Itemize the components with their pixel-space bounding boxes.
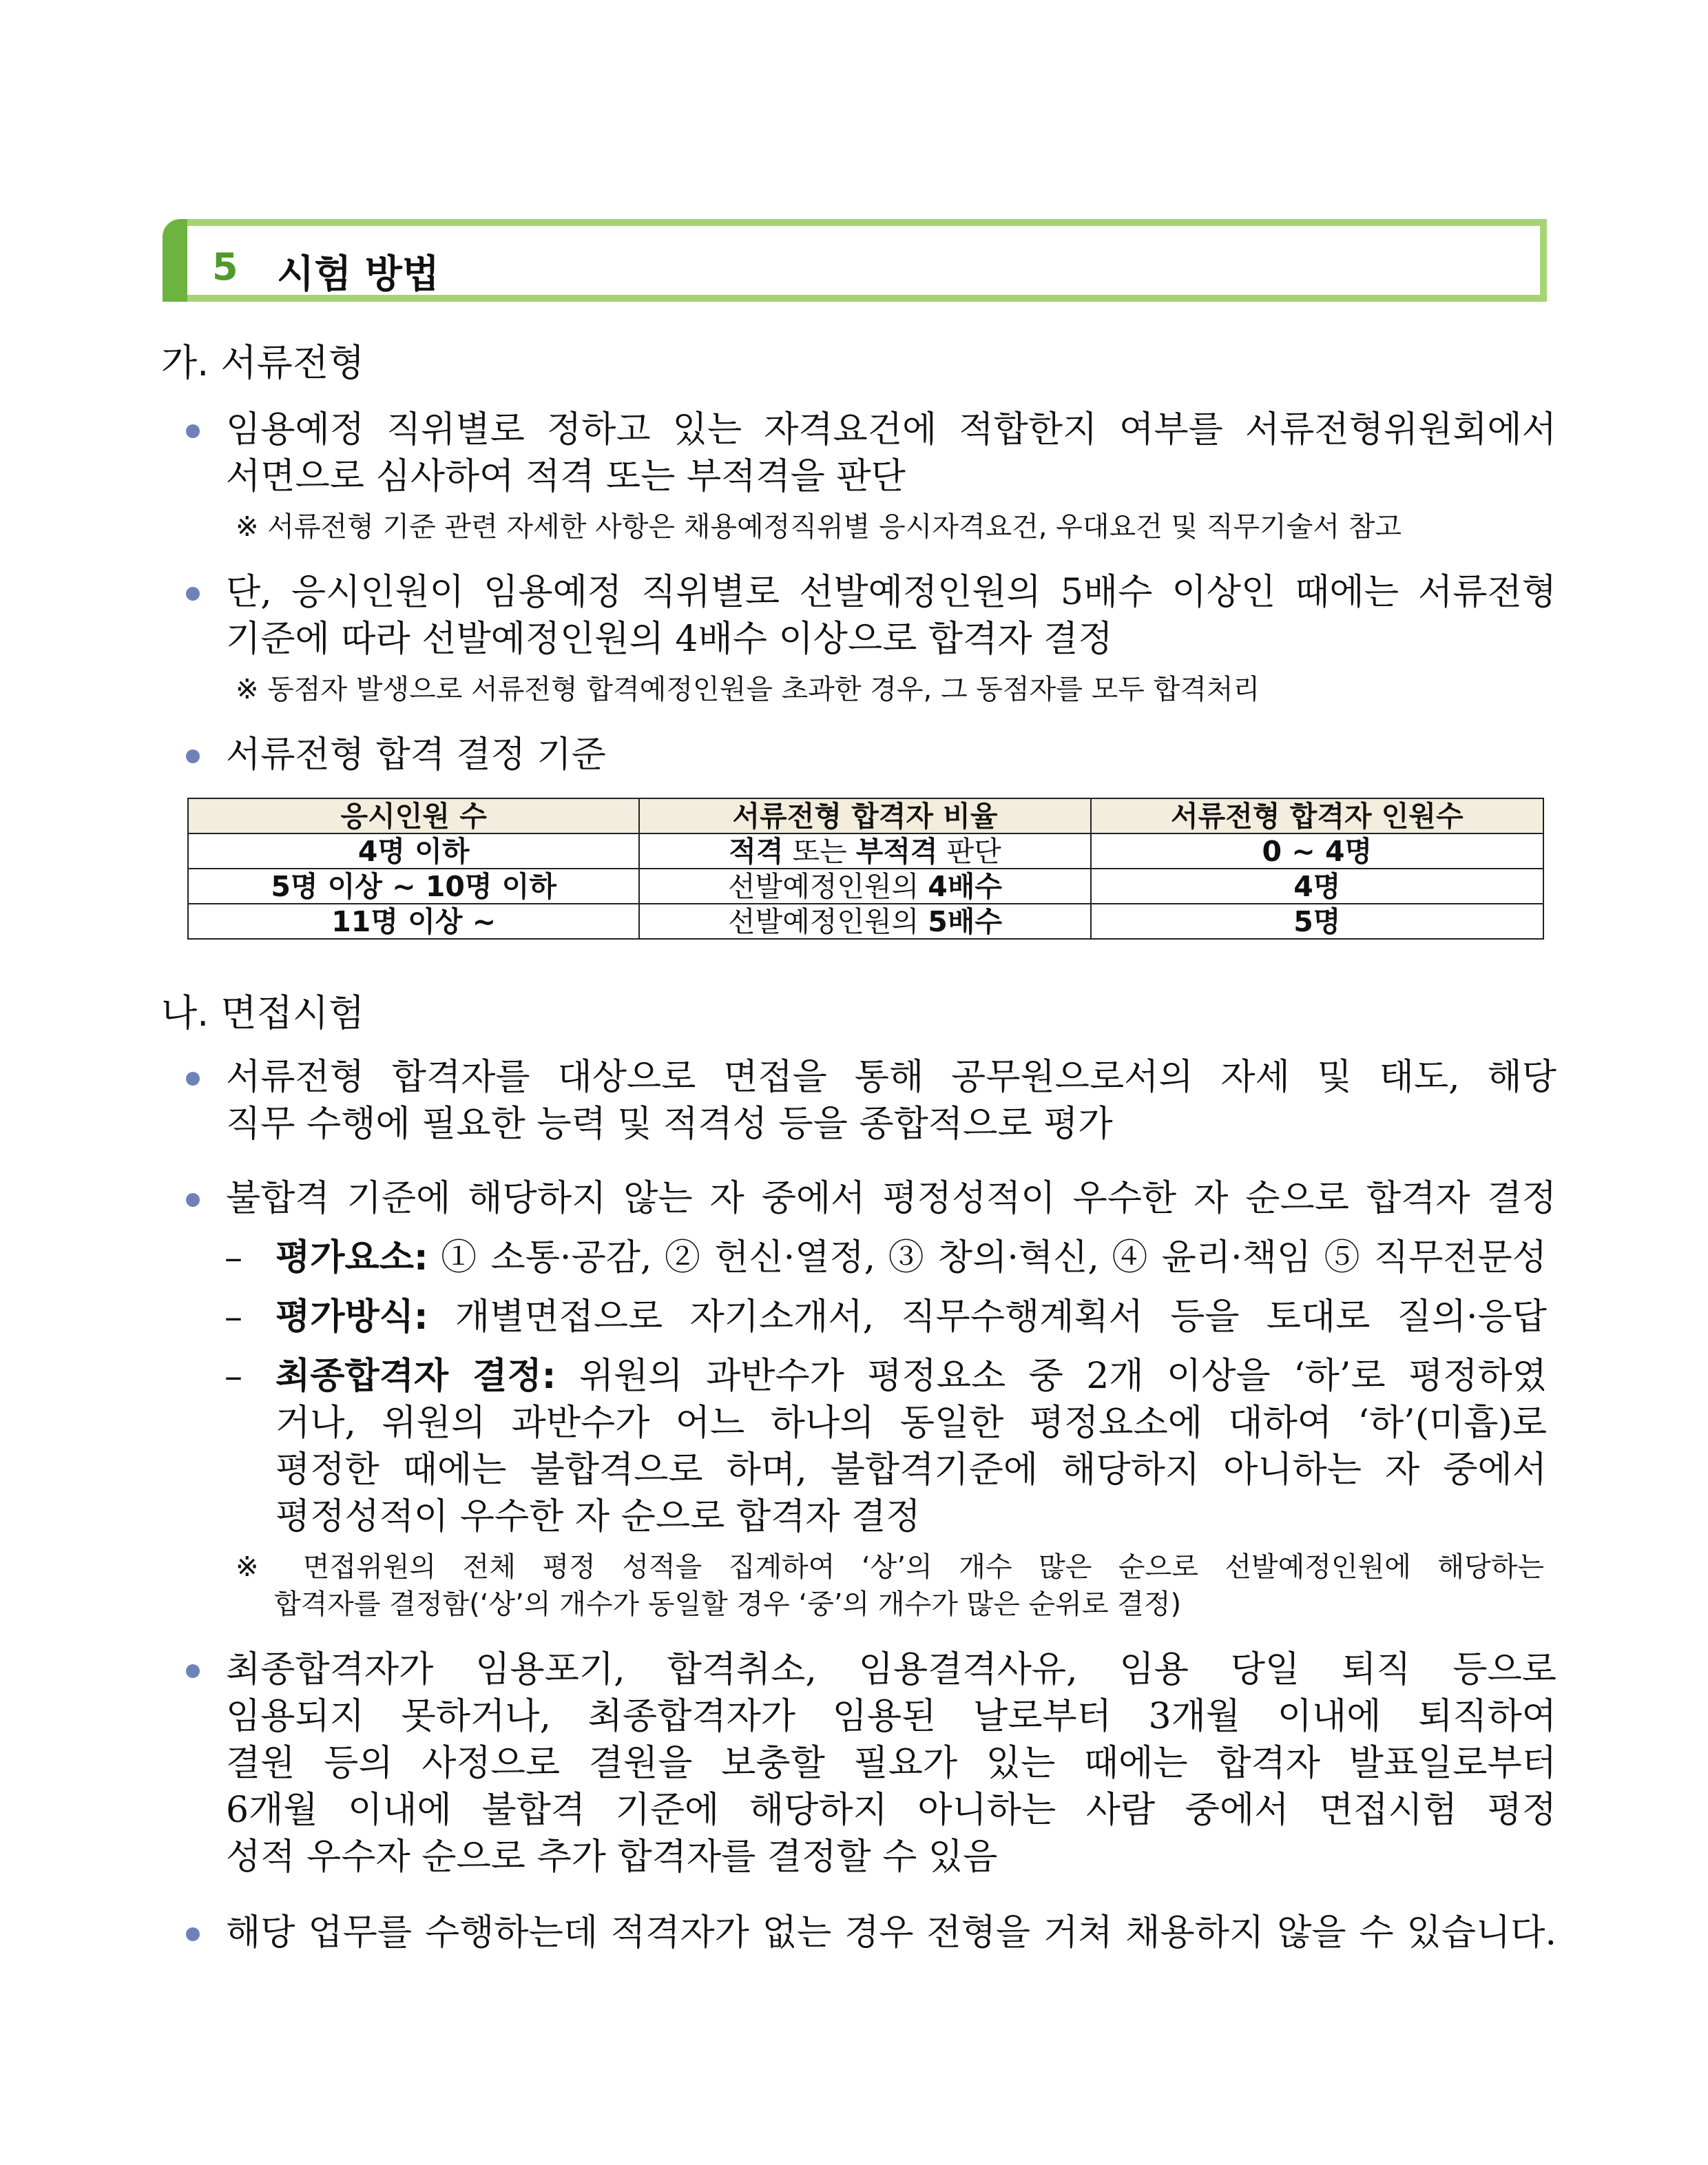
subheading-interview: 나. 면접시험 bbox=[161, 991, 365, 1035]
bullet-item: 서류전형 합격자를 대상으로 면접을 통해 공무원으로서의 자세 및 태도, 해당 직무 수행에 필요한 능력 및 적격성 등을 종합적으로 평가 bbox=[186, 1054, 1556, 1148]
bullet-item: 임용예정 직위별로 정하고 있는 자격요건에 적합한지 여부를 서류전형위원회에서 서면으로 심사하여 적격 또는 부적격을 판단 bbox=[186, 406, 1556, 500]
table-header-row bbox=[188, 798, 1543, 833]
table-row bbox=[188, 869, 1543, 904]
bullet-dot bbox=[186, 587, 200, 601]
table-header-cell: 서류전형 합격자 인원수 bbox=[1091, 798, 1543, 833]
note: ※ 서류전형 기준 관련 자세한 사항은 채용예정직위별 응시자격요건, 우대요건 및 직무기술서 참고 bbox=[236, 511, 1402, 543]
table-cell: 0 ~ 4명 bbox=[1091, 833, 1543, 869]
table-header-cell: 응시인원 수 bbox=[188, 798, 639, 833]
subheading-document-screening: 가. 서류전형 bbox=[161, 341, 365, 384]
bullet-dot bbox=[186, 1072, 200, 1086]
bullet-dot bbox=[186, 1193, 200, 1207]
note: ※ 동점자 발생으로 서류전형 합격예정인원을 초과한 경우, 그 동점자를 모두 합격처리 bbox=[236, 674, 1260, 705]
table-cell: 적격 또는 부적격 판단 bbox=[639, 833, 1090, 869]
bullet-item: 서류전형 합격 결정 기준 bbox=[186, 732, 1556, 778]
table-row bbox=[188, 833, 1543, 869]
dash-item-final-decision: – 최종합격자 결정: 위원의 과반수가 평정요소 중 2개 이상을 ‘하’로 평정하였 거나, 위원의 과반수가 어느 하나의 동일한 평정요소에 대하여 ‘하’(미흡)로 평정한 때에는 불합격으로 하며, 불합격기준에 해당하지 아니하는 자 중에서 평정성적이 우수한 자 순으로 합격자 결정 bbox=[225, 1356, 1548, 1537]
table-cell: 5명 bbox=[1091, 904, 1543, 939]
bullet-dot bbox=[186, 1664, 200, 1678]
table-row bbox=[188, 904, 1543, 939]
bullet-dot bbox=[186, 749, 200, 763]
table-header-cell: 서류전형 합격자 비율 bbox=[639, 798, 1090, 833]
dash-item-evaluation-method: – 평가방식: 개별면접으로 자기소개서, 직무수행계획서 등을 토대로 질의·응답 bbox=[225, 1296, 1547, 1338]
section-number: 5 bbox=[212, 245, 238, 289]
bullet-item: 해당 업무를 수행하는데 적격자가 없는 경우 전형을 거쳐 채용하지 않을 수 있습니다. bbox=[186, 1909, 1556, 1956]
table-cell: 4명 bbox=[1091, 869, 1543, 904]
note: ※ 면접위원의 전체 평정 성적을 집계하여 ‘상’의 개수 많은 순으로 선발예정인원에 해당하는 합격자를 결정함(‘상’의 개수가 동일할 경우 ‘중’의 개수가 많은 순위로 결정) bbox=[236, 1551, 1544, 1620]
bullet-item: 불합격 기준에 해당하지 않는 자 중에서 평정성적이 우수한 자 순으로 합격자 결정 bbox=[186, 1175, 1556, 1222]
screening-criteria-table bbox=[187, 798, 1544, 940]
section-header bbox=[163, 219, 1547, 302]
table-cell: 4명 이하 bbox=[188, 833, 639, 869]
bullet-item: 최종합격자가 임용포기, 합격취소, 임용결격사유, 임용 당일 퇴직 등으로 임용되지 못하거나, 최종합격자가 임용된 날로부터 3개월 이내에 퇴직하여 결원 등의 사정으로 결원을 보충할 필요가 있는 때에는 합격자 발표일로부터 6개월 이내에 불합격 기준에 해당하지 아니하는 사람 중에서 면접시험 평정 성적 우수자 순으로 추가 합격자를 결정할 수 있음 bbox=[186, 1646, 1556, 1881]
bullet-item: 단, 응시인원이 임용예정 직위별로 선발예정인원의 5배수 이상인 때에는 서류전형 기준에 따라 선발예정인원의 4배수 이상으로 합격자 결정 bbox=[186, 569, 1556, 663]
table-cell: 11명 이상 ~ bbox=[188, 904, 639, 939]
table-cell: 선발예정인원의 4배수 bbox=[639, 869, 1090, 904]
bullet-dot bbox=[186, 424, 200, 438]
section-title: 시험 방법 bbox=[277, 252, 439, 297]
section-header-bar bbox=[163, 219, 187, 302]
dash-item-evaluation-factors: – 평가요소: ① 소통·공감, ② 헌신·열정, ③ 창의·혁신, ④ 윤리·책임 ⑤ 직무전문성 bbox=[225, 1237, 1547, 1278]
table-cell: 5명 이상 ~ 10명 이하 bbox=[188, 869, 639, 904]
bullet-dot bbox=[186, 1927, 200, 1941]
table-cell: 선발예정인원의 5배수 bbox=[639, 904, 1090, 939]
